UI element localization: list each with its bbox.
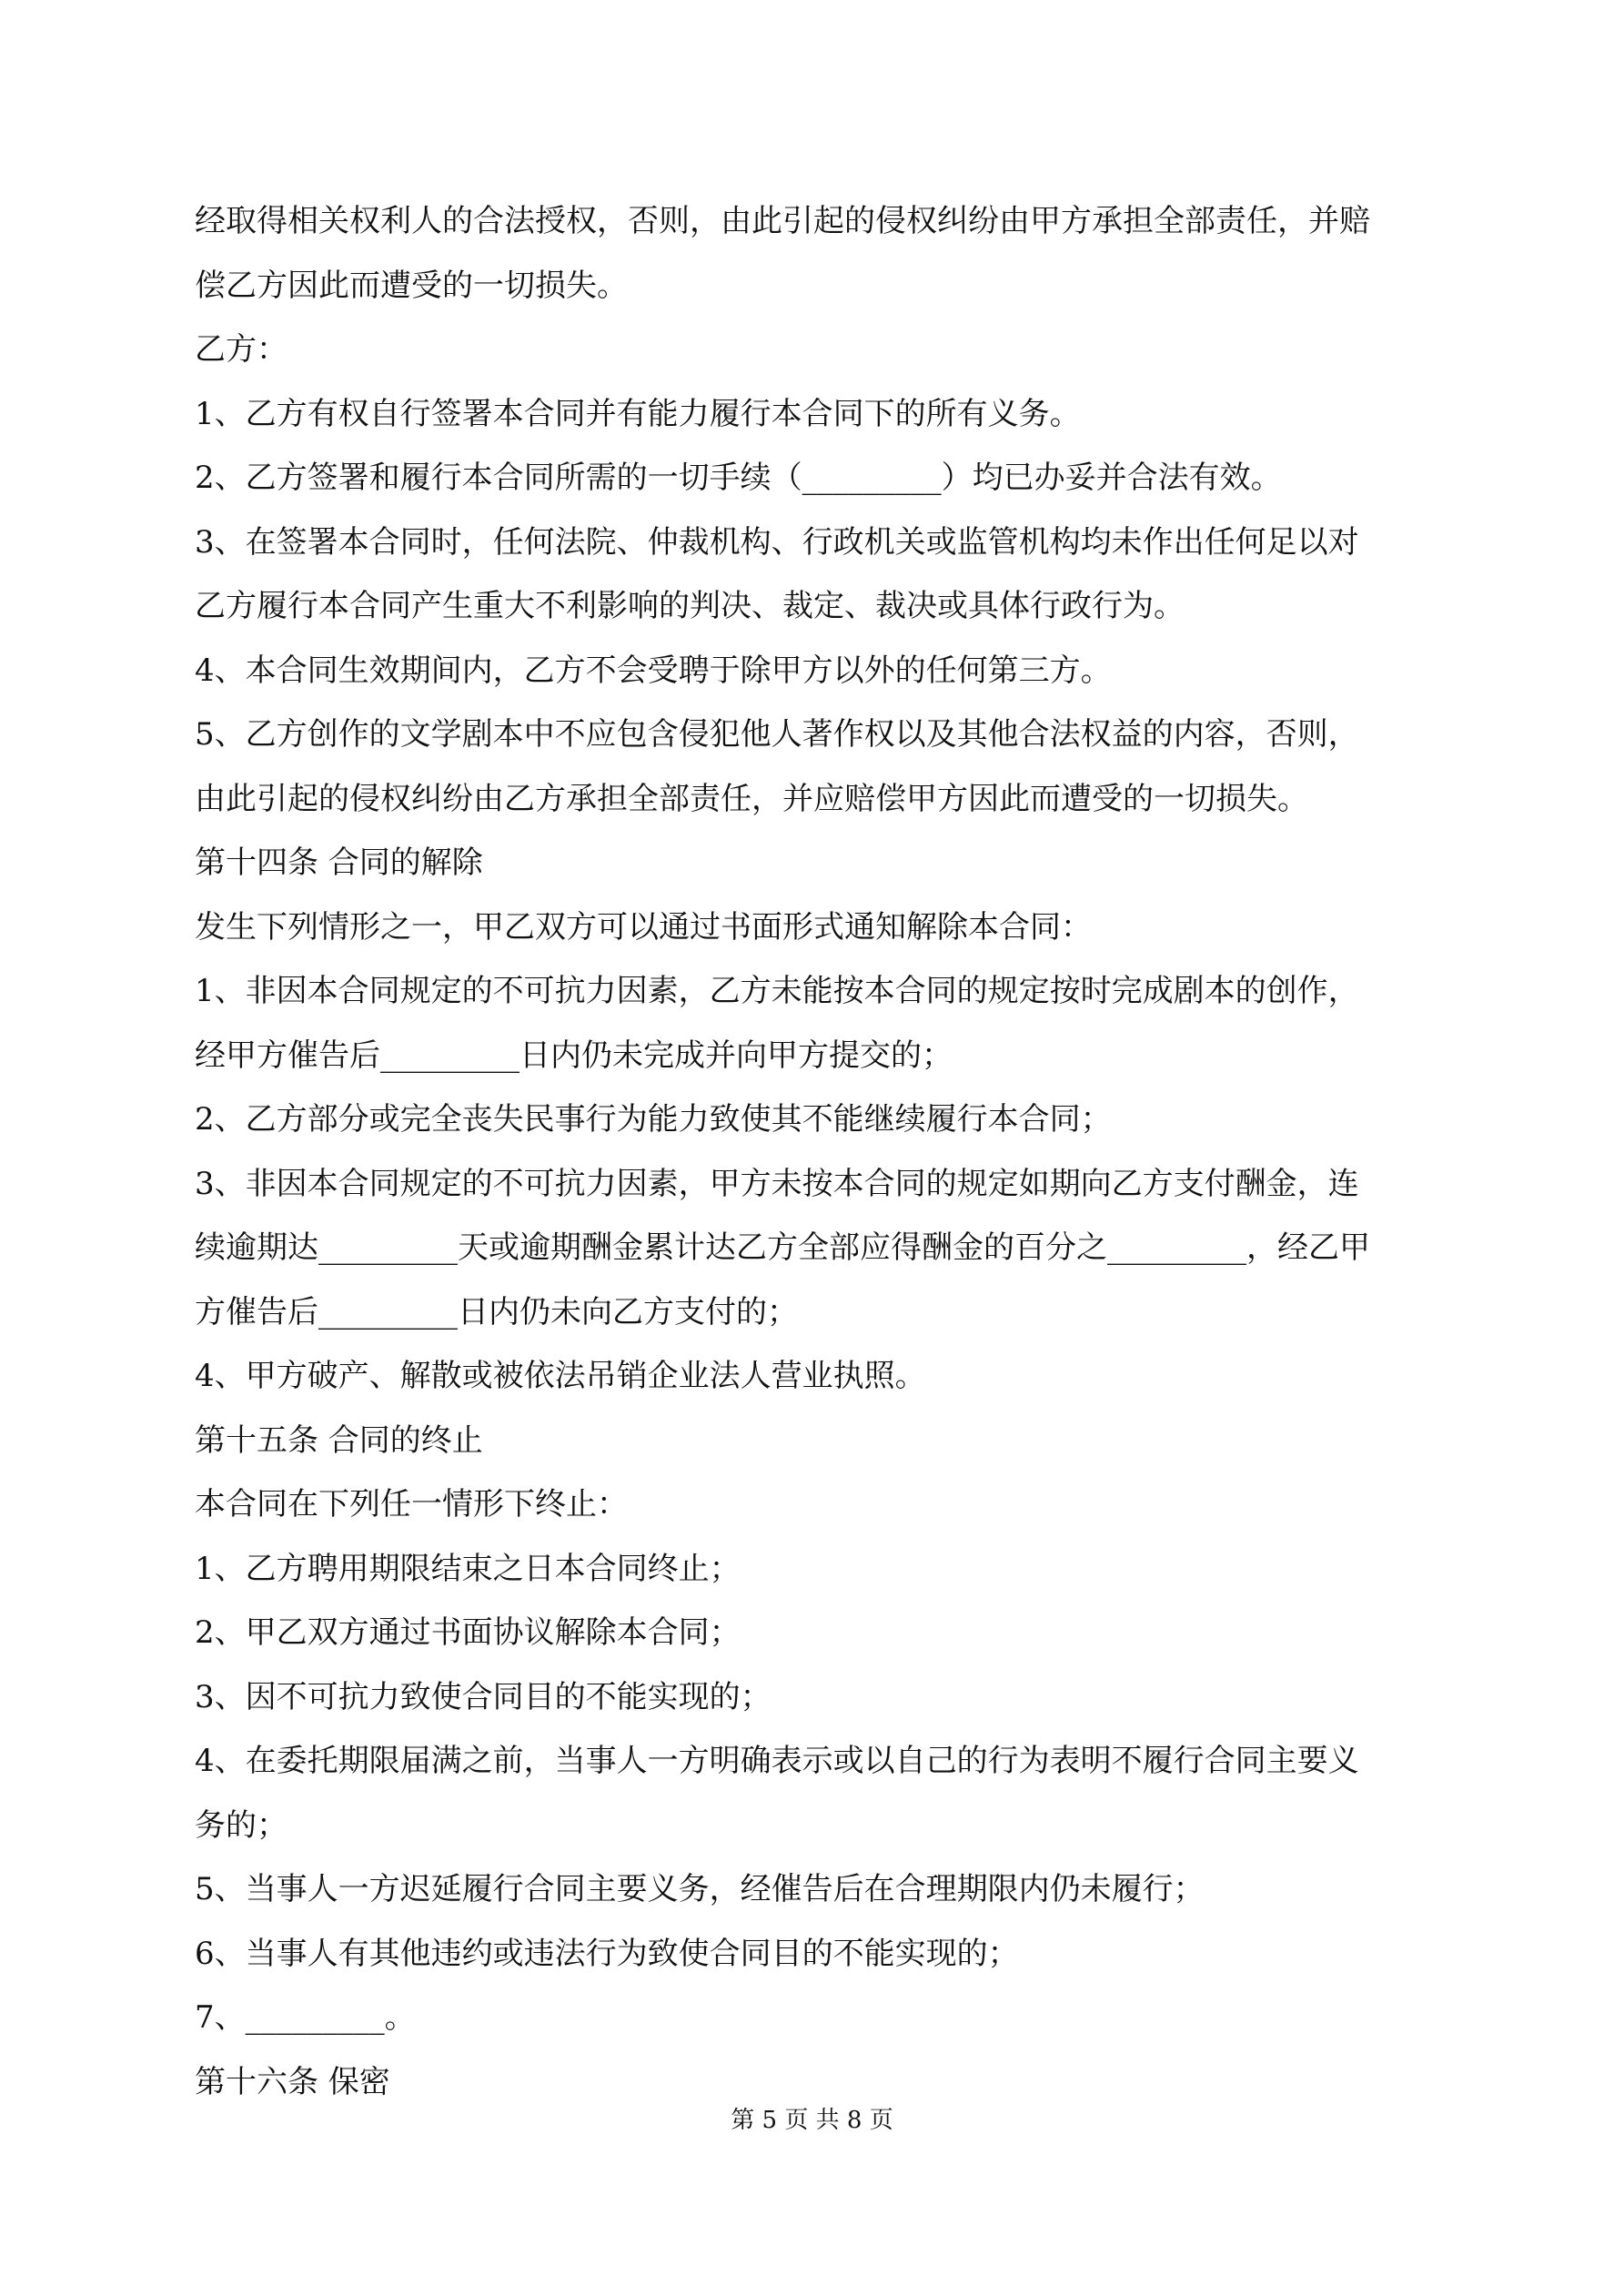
text-line: 4、在委托期限届满之前，当事人一方明确表示或以自己的行为表明不履行合同主要义 <box>195 1743 1359 1779</box>
text-line: 3、非因本合同规定的不可抗力因素，甲方未按本合同的规定如期向乙方支付酬金，连 <box>195 1165 1359 1202</box>
text-line: 5、当事人一方迟延履行合同主要义务，经催告后在合理期限内仍未履行； <box>195 1871 1205 1907</box>
text-line: 2、甲乙双方通过书面协议解除本合同； <box>195 1614 741 1651</box>
text-line: 5、乙方创作的文学剧本中不应包含侵犯他人著作权以及其他合法权益的内容，否则， <box>195 716 1359 753</box>
text-line: 3、在签署本合同时，任何法院、仲裁机构、行政机关或监管机构均未作出任何足以对 <box>195 523 1359 561</box>
text-line: 1、非因本合同规定的不可抗力因素，乙方未能按本合同的规定按时完成剧本的创作， <box>195 973 1359 1009</box>
text-line: 乙方： <box>195 331 287 368</box>
text-line: 经甲方催告后_________日内仍未完成并向甲方提交的； <box>195 1037 953 1074</box>
text-line: 7、_________。 <box>195 1999 416 2036</box>
text-line: 6、当事人有其他违约或违法行为致使合同目的不能实现的； <box>195 1935 1019 1972</box>
text-line: 乙方履行本合同产生重大不利影响的判决、裁定、裁决或具体行政行为。 <box>195 588 1185 624</box>
text-line: 2、乙方部分或完全丧失民事行为能力致使其不能继续履行本合同； <box>195 1101 1112 1138</box>
text-line: 2、乙方签署和履行本合同所需的一切手续（_________）均已办妥并合法有效。 <box>195 460 1282 496</box>
text-line: 发生下列情形之一，甲乙双方可以通过书面形式通知解除本合同： <box>195 908 1092 946</box>
text-line: 1、乙方有权自行签署本合同并有能力履行本合同下的所有义务。 <box>195 395 1081 432</box>
text-line: 务的； <box>195 1806 287 1844</box>
section-heading: 第十四条 合同的解除 <box>195 845 483 881</box>
text-line: 4、本合同生效期间内，乙方不会受聘于除甲方以外的任何第三方。 <box>195 652 1112 689</box>
text-line: 3、因不可抗力致使合同目的不能实现的； <box>195 1678 772 1715</box>
page-number-footer: 第 5 页 共 8 页 <box>731 2107 893 2134</box>
section-heading: 第十六条 保密 <box>195 2063 390 2100</box>
text-line: 经取得相关权利人的合法授权，否则，由此引起的侵权纠纷由甲方承担全部责任，并赔 <box>195 203 1370 239</box>
text-line: 偿乙方因此而遭受的一切损失。 <box>195 267 628 304</box>
section-heading: 第十五条 合同的终止 <box>195 1421 483 1459</box>
text-line: 1、乙方聘用期限结束之日本合同终止； <box>195 1550 741 1587</box>
text-line: 本合同在下列任一情形下终止： <box>195 1486 628 1522</box>
document-body <box>195 189 1441 2114</box>
text-line: 续逾期达_________天或逾期酬金累计达乙方全部应得酬金的百分之_________，经乙甲 <box>195 1229 1370 1266</box>
text-line: 方催告后_________日内仍未向乙方支付的； <box>195 1293 798 1330</box>
text-line: 4、甲方破产、解散或被依法吊销企业法人营业执照。 <box>195 1358 926 1394</box>
text-line: 由此引起的侵权纠纷由乙方承担全部责任，并应赔偿甲方因此而遭受的一切损失。 <box>195 780 1308 817</box>
